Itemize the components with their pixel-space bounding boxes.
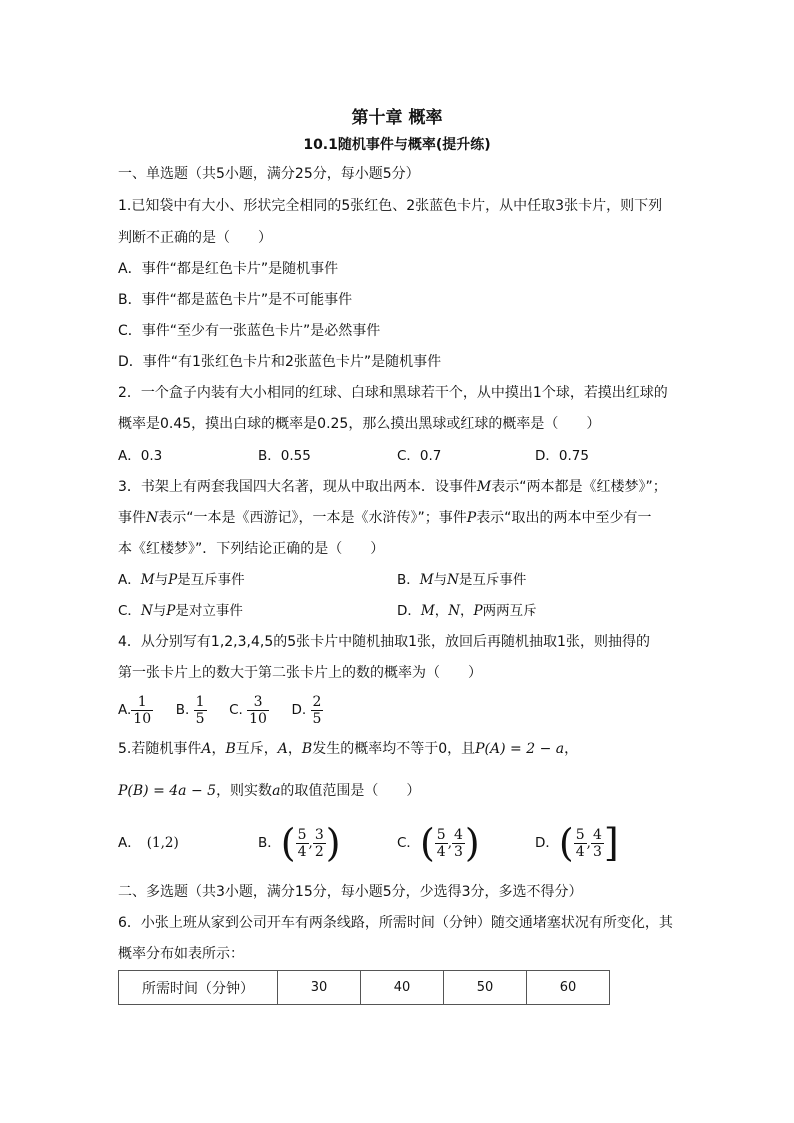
math-b-event: B <box>301 741 313 757</box>
q4-option-a <box>118 693 153 727</box>
numerator: 5 <box>436 826 446 843</box>
q2-option-c: C．0.7 <box>397 448 442 464</box>
table-header-cell: 所需时间（分钟） <box>119 971 278 1005</box>
q3-stem-line1 <box>118 477 667 497</box>
option-letter: C. <box>229 702 243 718</box>
denominator: 3 <box>592 843 602 860</box>
q3-text: 事件 <box>118 510 146 526</box>
option-text: 是互斥事件 <box>458 572 527 588</box>
numerator: 5 <box>575 826 585 843</box>
denominator: 4 <box>436 843 446 860</box>
option-letter: B. <box>175 702 190 718</box>
fraction <box>452 827 465 860</box>
close-paren: ) <box>325 821 341 865</box>
math-a-var: a <box>272 783 281 799</box>
q4-option-d <box>291 693 324 727</box>
q3-text: 表示“一本是《西游记》，一本是《水浒传》”；事件 <box>158 510 467 526</box>
q2-stem-line2: 概率是0.45，摸出白球的概率是0.25，那么摸出黑球或红球的概率是（ ） <box>118 416 601 432</box>
q1-stem-line1: 1.已知袋中有大小、形状完全相同的5张红色、2张蓝色卡片，从中任取3张卡片，则下列 <box>118 198 663 214</box>
fraction <box>131 694 153 727</box>
fraction <box>435 827 448 860</box>
q1-option-d: D．事件“有1张红色卡片和2张蓝色卡片”是随机事件 <box>118 354 442 370</box>
q6-stem-line2: 概率分布如表所示： <box>118 946 244 962</box>
option-letter: A． <box>118 572 141 588</box>
q3-option-b <box>397 570 526 590</box>
time-distribution-table <box>118 970 610 1005</box>
q3-stem-line3: 本《红楼梦》”．下列结论正确的是（ ） <box>118 541 385 557</box>
q3-text: 表示“两本都是《红楼梦》”； <box>491 479 667 495</box>
close-bracket: ] <box>603 821 619 865</box>
q5-text: ， <box>211 741 226 757</box>
q2-option-d: D．0.75 <box>535 448 589 464</box>
option-letter: D． <box>535 835 559 851</box>
option-text: 两两互斥 <box>482 603 537 619</box>
option-letter: B． <box>258 835 281 851</box>
q5-text: 5.若随机事件 <box>118 741 202 757</box>
interval: (1,2) <box>146 835 179 851</box>
numerator: 2 <box>312 693 322 710</box>
section-heading-multi-choice: 二、多选题（共3小题，满分15分，每小题5分，少选得3分，多选不得分） <box>118 884 583 900</box>
q1-option-a: A．事件“都是红色卡片”是随机事件 <box>118 261 339 277</box>
q3-text: 3．书架上有两套我国四大名著，现从中取出两本．设事件 <box>118 479 477 495</box>
fraction <box>313 827 326 860</box>
numerator: 4 <box>592 826 602 843</box>
q4-options <box>118 690 323 730</box>
open-paren: ( <box>558 821 574 865</box>
open-paren: ( <box>419 821 435 865</box>
q5-text: 互斥， <box>235 741 278 757</box>
math-p: P <box>168 572 178 588</box>
fraction <box>574 827 587 860</box>
math-p: P <box>166 603 176 619</box>
math-a-event: A <box>277 741 288 757</box>
math-n: N <box>140 603 153 619</box>
math-b-event: B <box>225 741 236 757</box>
numerator: 3 <box>247 694 269 711</box>
denominator: 4 <box>575 843 585 860</box>
math-m: M <box>476 479 492 495</box>
fraction <box>311 694 324 727</box>
comma: , <box>308 835 313 851</box>
section-subtitle: 10.1随机事件与概率(提升练) <box>303 137 491 153</box>
open-paren: ( <box>280 821 296 865</box>
numerator: 1 <box>131 694 153 711</box>
q5-option-d <box>535 823 619 863</box>
q5-option-c <box>397 823 480 863</box>
close-paren: ) <box>464 821 480 865</box>
q1-option-b: B．事件“都是蓝色卡片”是不可能事件 <box>118 292 353 308</box>
q5-option-a <box>118 823 179 863</box>
denominator: 10 <box>249 710 267 727</box>
q5-text: ，则实数 <box>216 783 273 799</box>
q2-option-b: B．0.55 <box>258 448 311 464</box>
math-n: N <box>448 603 461 619</box>
option-text: ， <box>460 603 474 619</box>
math-m: M <box>140 572 155 588</box>
q1-stem-line2: 判断不正确的是（ ） <box>118 230 272 246</box>
q3-option-a <box>118 570 245 590</box>
option-letter: A． <box>118 835 141 851</box>
option-text: 是对立事件 <box>175 603 243 619</box>
option-text: 与 <box>433 572 448 588</box>
q4-option-b <box>175 693 207 727</box>
table-cell: 30 <box>278 971 361 1005</box>
math-a-event: A <box>201 741 212 757</box>
numerator: 3 <box>314 826 324 843</box>
chapter-title: 第十章 概率 <box>351 108 443 128</box>
q5-text: 的取值范围是（ ） <box>280 783 421 799</box>
math-p: P <box>466 510 477 526</box>
math-m: M <box>420 603 435 619</box>
option-letter: C． <box>397 835 420 851</box>
table-cell: 60 <box>527 971 610 1005</box>
fraction <box>296 827 309 860</box>
q3-stem-line2 <box>118 508 651 528</box>
denominator: 4 <box>297 843 307 860</box>
option-text: 与 <box>154 572 169 588</box>
math-n: N <box>146 510 159 526</box>
denominator: 10 <box>133 710 152 727</box>
denominator: 5 <box>312 710 322 727</box>
table-cell: 50 <box>444 971 527 1005</box>
fraction <box>591 827 604 860</box>
q1-option-c: C．事件“至少有一张蓝色卡片”是必然事件 <box>118 323 381 339</box>
denominator: 2 <box>314 843 324 860</box>
denominator: 3 <box>453 843 463 860</box>
fraction <box>247 694 269 727</box>
q4-stem-line2: 第一张卡片上的数大于第二张卡片上的数的概率为（ ） <box>118 665 482 681</box>
q2-option-a: A．0.3 <box>118 448 163 464</box>
fraction <box>194 694 207 727</box>
q5-text: ， <box>287 741 302 757</box>
q3-text: 表示“取出的两本中至少有一 <box>476 510 652 526</box>
option-letter: D. <box>291 702 307 718</box>
table-row <box>119 971 610 1005</box>
numerator: 1 <box>195 693 205 710</box>
q4-stem-line1: 4．从分别写有1,2,3,4,5的5张卡片中随机抽取1张，放回后再随机抽取1张，则抽得的 <box>118 634 650 650</box>
numerator: 4 <box>453 826 463 843</box>
section-heading-single-choice: 一、单选题（共5小题，满分25分，每小题5分） <box>118 166 420 182</box>
option-text: ， <box>434 603 449 619</box>
numerator: 5 <box>297 826 307 843</box>
math-pa-formula: P(A) = 2 − a <box>475 741 565 757</box>
math-m: M <box>419 572 434 588</box>
denominator: 5 <box>195 710 205 727</box>
option-text: 与 <box>152 603 167 619</box>
q4-option-c <box>229 693 269 727</box>
q5-stem-line1 <box>118 739 578 759</box>
option-letter: A. <box>118 702 132 718</box>
math-pb-formula: P(B) = 4a − 5 <box>118 783 217 799</box>
q2-stem-line1: 2．一个盒子内装有大小相同的红球、白球和黑球若干个，从中摸出1个球，若摸出红球的 <box>118 385 668 401</box>
comma: , <box>447 835 452 851</box>
q5-text: 发生的概率均不等于0，且 <box>312 741 476 757</box>
q6-stem-line1: 6．小张上班从家到公司开车有两条线路，所需时间（分钟）随交通堵塞状况有所变化，其 <box>118 915 673 931</box>
q3-option-d <box>397 601 537 621</box>
table-cell: 40 <box>361 971 444 1005</box>
q5-option-b <box>258 823 341 863</box>
math-n: N <box>447 572 459 588</box>
comma: , <box>586 835 591 851</box>
q5-text: ， <box>564 741 579 757</box>
q5-stem-line2 <box>118 781 420 801</box>
math-p: P <box>473 603 483 619</box>
option-letter: C． <box>118 603 141 619</box>
option-text: 是互斥事件 <box>177 572 245 588</box>
option-letter: D． <box>397 603 421 619</box>
q3-option-c <box>118 601 243 621</box>
option-letter: B． <box>397 572 420 588</box>
